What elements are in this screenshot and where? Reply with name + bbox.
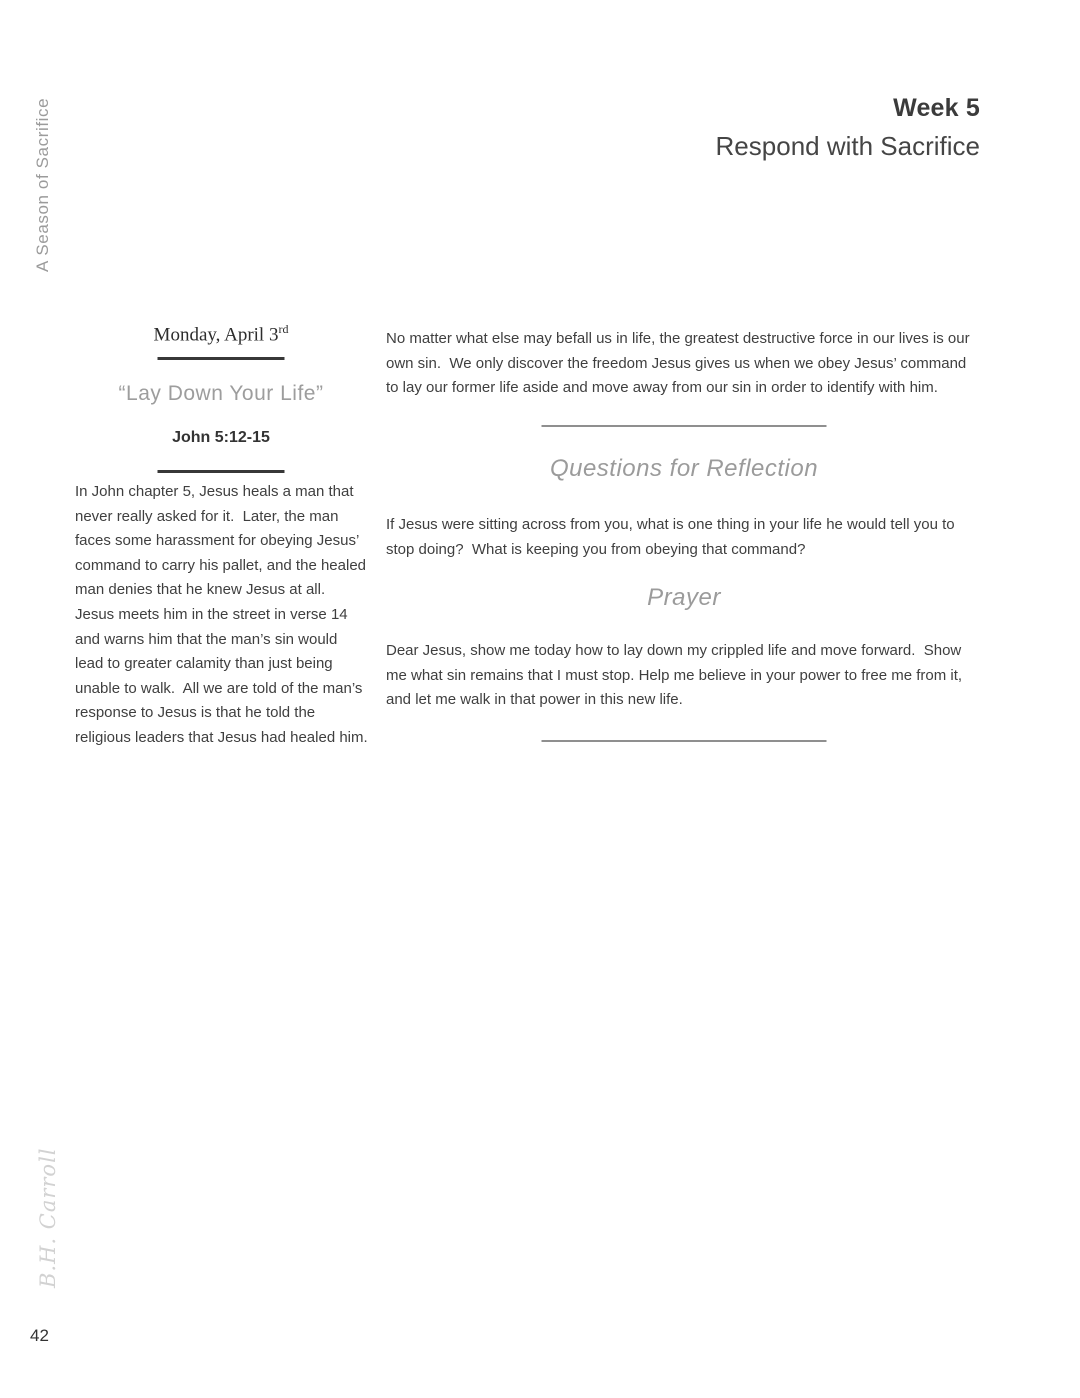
reflection-question-paragraph: If Jesus were sitting across from you, what is one thing in your life he would tell you to stop doing? What is keeping you from obeying that command? xyxy=(386,516,959,558)
date-ordinal: rd xyxy=(278,322,289,336)
devotional-title: “Lay Down Your Life” xyxy=(118,382,324,405)
section-divider-top xyxy=(542,425,827,427)
author-signature-vertical: B.H. Carroll xyxy=(36,1147,60,1288)
date-text: Monday, April 3 xyxy=(153,324,279,346)
series-title-vertical: A Season of Sacrifice xyxy=(33,97,52,272)
section-divider-bottom xyxy=(542,740,827,742)
date-heading xyxy=(73,322,369,346)
week-label: Week 5 xyxy=(893,94,980,122)
prayer-heading: Prayer xyxy=(647,584,721,611)
intro-paragraph: No matter what else may befall us in life, the greatest destructive force in our lives is our own sin. We only discover the freedom Jesus gives us when we obey Jesus’ command to lay our former life aside and move away from our sin in order to identify with him. xyxy=(386,330,974,397)
scripture-reference: John 5:12-15 xyxy=(172,429,270,446)
questions-for-reflection-heading: Questions for Reflection xyxy=(549,455,819,482)
date-rule xyxy=(158,357,285,360)
prayer-paragraph: Dear Jesus, show me today how to lay down my crippled life and move forward. Show me what sin remains that I must stop. Help me believe in your power to free me from it, and let me walk in that power in this new life. xyxy=(386,642,967,709)
page-number: 42 xyxy=(30,1326,49,1345)
week-theme: Respond with Sacrifice xyxy=(715,131,980,161)
page-header xyxy=(716,94,980,162)
scripture-rule xyxy=(158,470,285,473)
commentary-paragraph: In John chapter 5, Jesus heals a man that never really asked for it. Later, the man faces some harassment for obeying Jesus’ command to carry his pallet, and the healed man denies that he knew Jesus at all. Jesus meets him in the street in verse 14 and warns him that the man’s sin would lead to greater calamity than just being unable to walk. All we are told of the man’s response to Jesus is that he told the religious leaders that Jesus had healed him. xyxy=(75,483,371,746)
